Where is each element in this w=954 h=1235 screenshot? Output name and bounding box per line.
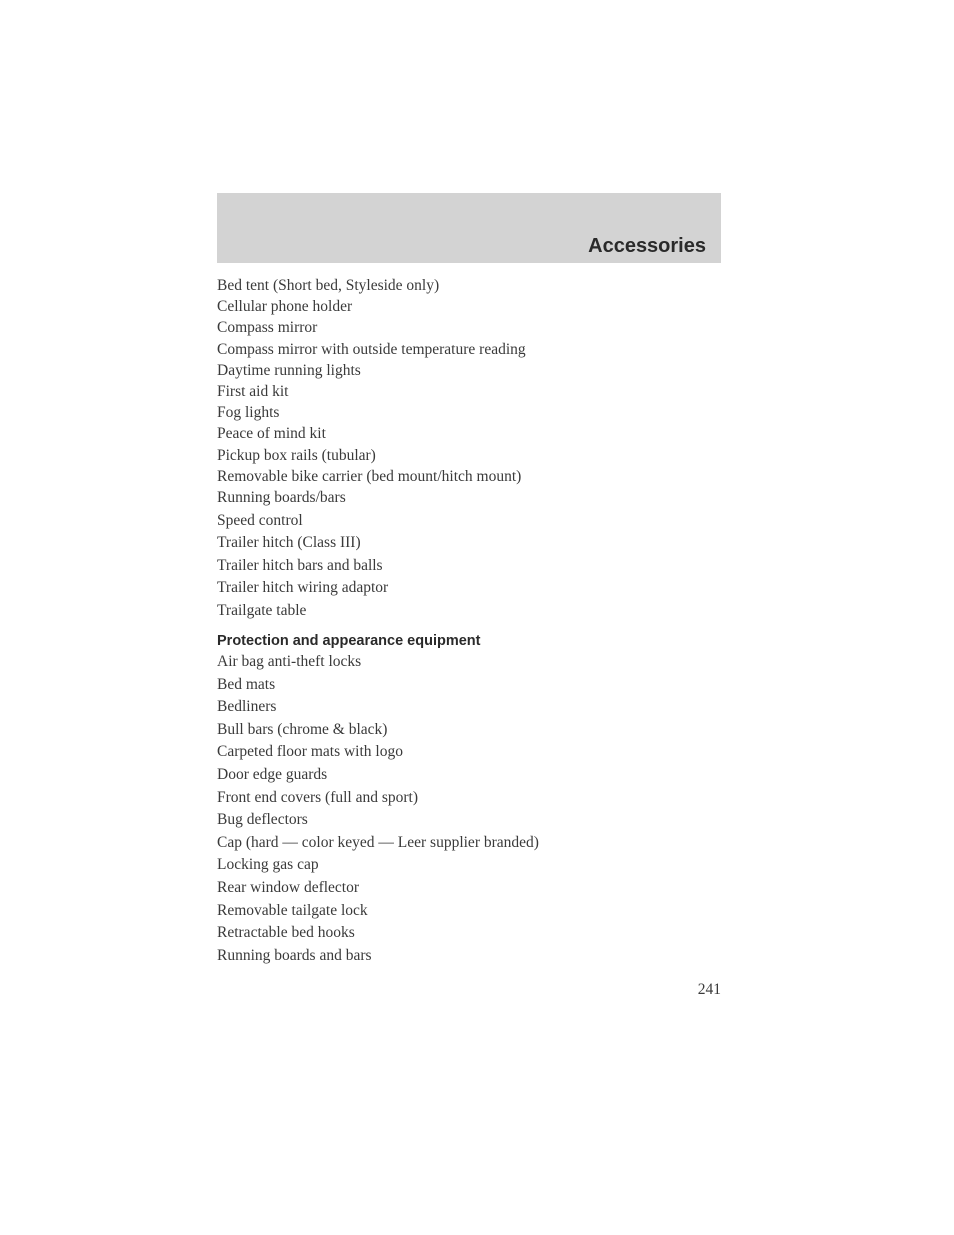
section-title: Accessories	[588, 235, 706, 257]
list-item: Locking gas cap	[217, 856, 319, 874]
list-item: Daytime running lights	[217, 361, 361, 379]
list-item: Bed tent (Short bed, Styleside only)	[217, 277, 440, 294]
page-number: 241	[697, 981, 721, 998]
list-item: Trailer hitch bars and balls	[217, 556, 383, 574]
list-item: Compass mirror	[217, 319, 318, 337]
list-item: Retractable bed hooks	[217, 924, 355, 942]
list-item: Trailgate table	[217, 601, 307, 619]
list-item: Removable bike carrier (bed mount/hitch mount)	[217, 467, 522, 485]
list-item: Pickup box rails (tubular)	[217, 446, 376, 464]
protection-equipment-list	[217, 651, 721, 967]
list-item: Cap (hard — color keyed — Leer supplier branded)	[217, 833, 539, 851]
list-item: Door edge guards	[217, 766, 328, 783]
list-item: Running boards/bars	[217, 489, 346, 507]
list-item: Bed mats	[217, 675, 276, 693]
list-item: Speed control	[217, 511, 303, 529]
section-header-band	[217, 193, 721, 263]
list-item: Rear window deflector	[217, 878, 360, 896]
list-item: Peace of mind kit	[217, 425, 326, 443]
page-content	[217, 275, 721, 967]
list-item: Air bag anti-theft locks	[217, 653, 362, 671]
protection-section-heading: Protection and appearance equipment	[217, 633, 481, 650]
list-item: Front end covers (full and sport)	[217, 788, 419, 806]
list-item: Trailer hitch (Class III)	[217, 534, 361, 552]
accessories-list	[217, 275, 721, 622]
list-item: Fog lights	[217, 404, 280, 422]
list-item: Running boards and bars	[217, 946, 372, 964]
list-item: Compass mirror with outside temperature reading	[217, 340, 526, 358]
list-item: Bull bars (chrome & black)	[217, 720, 388, 738]
list-item: First aid kit	[217, 383, 289, 401]
list-item: Cellular phone holder	[217, 298, 353, 316]
list-item: Trailer hitch wiring adaptor	[217, 579, 389, 597]
list-item: Bug deflectors	[217, 811, 308, 829]
list-item: Bedliners	[217, 698, 277, 716]
list-item: Removable tailgate lock	[217, 901, 368, 919]
list-item: Carpeted floor mats with logo	[217, 743, 403, 761]
